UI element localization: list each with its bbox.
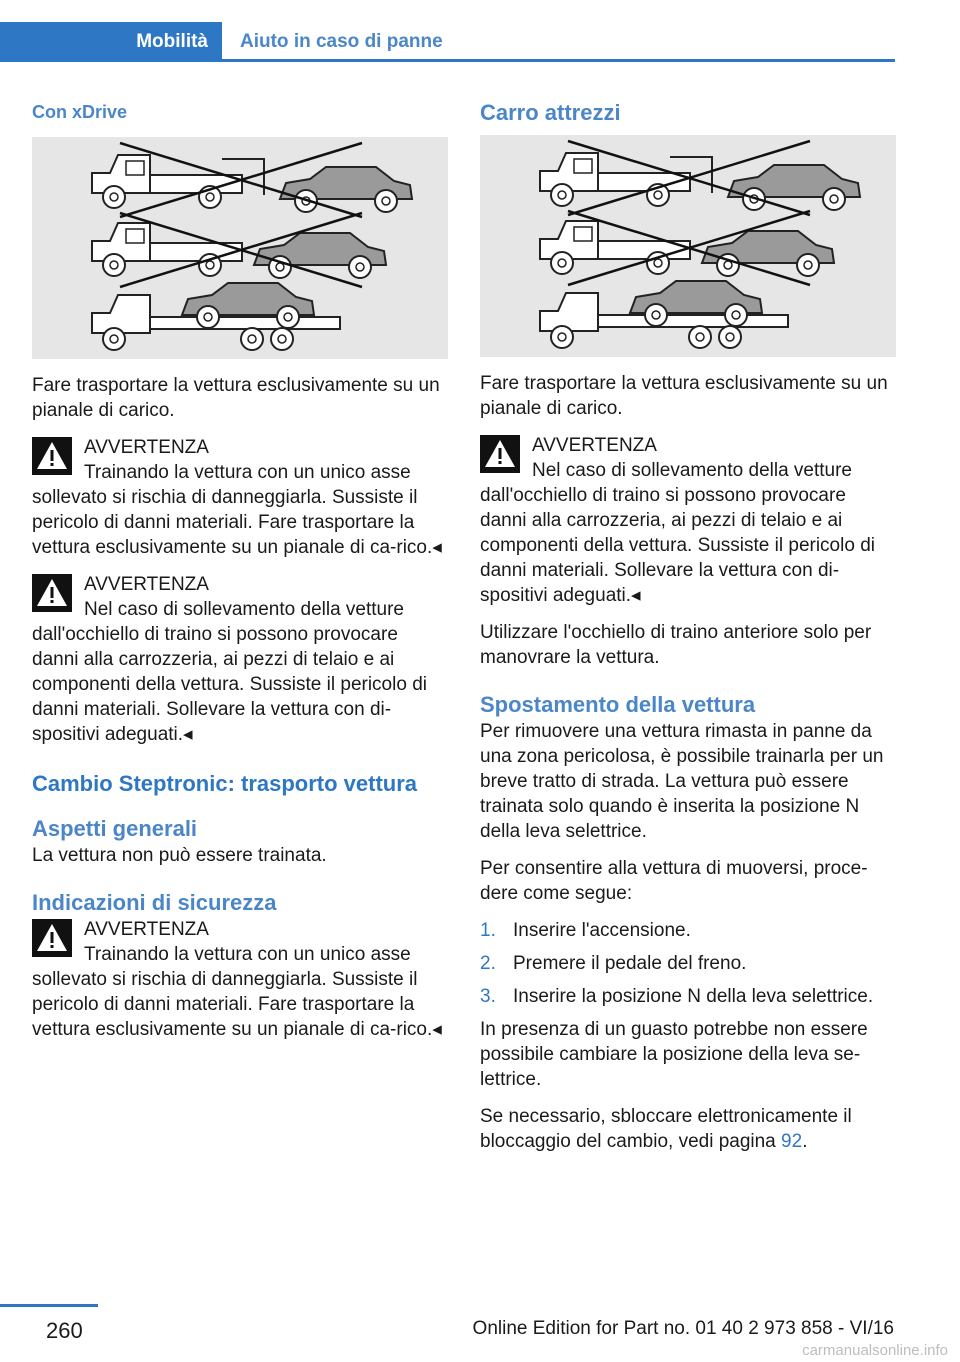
heading-safety: Indicazioni di sicurezza (32, 890, 277, 915)
tow-row-axle (540, 211, 834, 285)
warning-triangle-icon (32, 574, 72, 619)
warning-title: AVVERTENZA (84, 574, 209, 595)
tow-diagram (480, 135, 896, 357)
warning-block-right (480, 433, 896, 608)
heading-tow-truck: Carro attrezzi (480, 100, 621, 125)
tow-eye-text: Utilizzare l'occhiello di traino anteriore solo per manovrare la vettura. (480, 622, 872, 668)
heading-steptronic: Cambio Steptronic: trasporto vettura (32, 771, 418, 796)
edition-text: Online Edition for Part no. 01 40 2 973 858 - VI/16 (472, 1318, 894, 1339)
caption-left: Fare trasportare la vettura esclusivamente su un pianale di carico. (32, 375, 440, 421)
warning-title: AVVERTENZA (532, 435, 657, 456)
warning-block-2 (32, 572, 448, 747)
page-link[interactable]: 92 (781, 1131, 803, 1152)
warning-block-1 (32, 435, 448, 560)
left-column (32, 100, 448, 1054)
header-section-tab[interactable]: Mobilità (0, 22, 222, 62)
unlock-paragraph: Se necessario, sbloccare elettronicamente il bloccaggio del cambio, vedi pagina 92. (480, 1106, 852, 1152)
fault-text: In presenza di un guasto potrebbe non essere possibile cambiare la posizione della leva se-lettrice. (480, 1019, 868, 1090)
towing-illustration-xdrive (32, 137, 448, 359)
warning-block-3 (32, 917, 448, 1042)
tow-row-lift (92, 143, 412, 217)
warning-title: AVVERTENZA (84, 437, 209, 458)
heading-move-vehicle: Spostamento della vettura (480, 692, 756, 717)
heading-general: Aspetti generali (32, 816, 198, 841)
warning-triangle-icon (480, 435, 520, 480)
warning-triangle-icon (32, 919, 72, 964)
page-number: 260 (46, 1318, 83, 1343)
list-item: 3. Inserire la posizione N della leva selettrice. (480, 986, 874, 1007)
tow-row-flatbed (92, 283, 340, 350)
tow-diagram (32, 137, 448, 359)
steps-list (480, 918, 896, 1009)
warning-triangle-icon (32, 437, 72, 482)
warning-text: Nel caso di sollevamento della vetture dall'occhiello di traino si possono provocare danni alla carrozzeria, ai pezzi di telaio e ai componenti della vettura. Sussiste il pericolo di danni materiali. Sollevare la vettura con di-spositivi adeguati.◂ (480, 460, 875, 606)
towing-illustration-truck (480, 135, 896, 357)
warning-text: Nel caso di sollevamento della vetture dall'occhiello di traino si possono provocare danni alla carrozzeria, ai pezzi di telaio e ai componenti della vettura. Sussiste il pericolo di danni materiali. Sollevare la vettura con di-spositivi adeguati.◂ (32, 599, 427, 745)
move-text: Per rimuovere una vettura rimasta in panne da una zona pericolosa, è possibile trainarla per un breve tratto di strada. La vettura può essere trainata solo quando è inserita la posizione N della leva selettrice. (480, 721, 884, 842)
footer-rule (0, 1304, 98, 1307)
caption-right: Fare trasportare la vettura esclusivamente su un pianale di carico. (480, 373, 888, 419)
page-header (0, 22, 895, 62)
general-text: La vettura non può essere trainata. (32, 845, 327, 866)
tow-row-lift (540, 141, 860, 215)
right-column (480, 100, 896, 1166)
list-item: 1. Inserire l'accensione. (480, 920, 691, 941)
warning-title: AVVERTENZA (84, 919, 209, 940)
header-rule (222, 59, 895, 62)
warning-text: Trainando la vettura con un unico asse sollevato si rischia di danneggiarla. Sussiste il pericolo di danni materiali. Fare trasportare la vettura esclusivamente su un pianale di ca-rico.◂ (32, 944, 442, 1040)
tow-row-axle (92, 213, 386, 287)
steps-intro: Per consentire alla vettura di muoversi, proce-dere come segue: (480, 858, 868, 904)
watermark: carmanualsonline.info (802, 1342, 948, 1359)
warning-text: Trainando la vettura con un unico asse sollevato si rischia di danneggiarla. Sussiste il pericolo di danni materiali. Fare trasportare la vettura esclusivamente su un pianale di ca-rico.◂ (32, 462, 442, 558)
header-subsection-tab[interactable]: Aiuto in caso di panne (240, 31, 443, 52)
tow-row-flatbed (540, 281, 788, 348)
list-item: 2. Premere il pedale del freno. (480, 953, 747, 974)
heading-xdrive: Con xDrive (32, 102, 128, 122)
